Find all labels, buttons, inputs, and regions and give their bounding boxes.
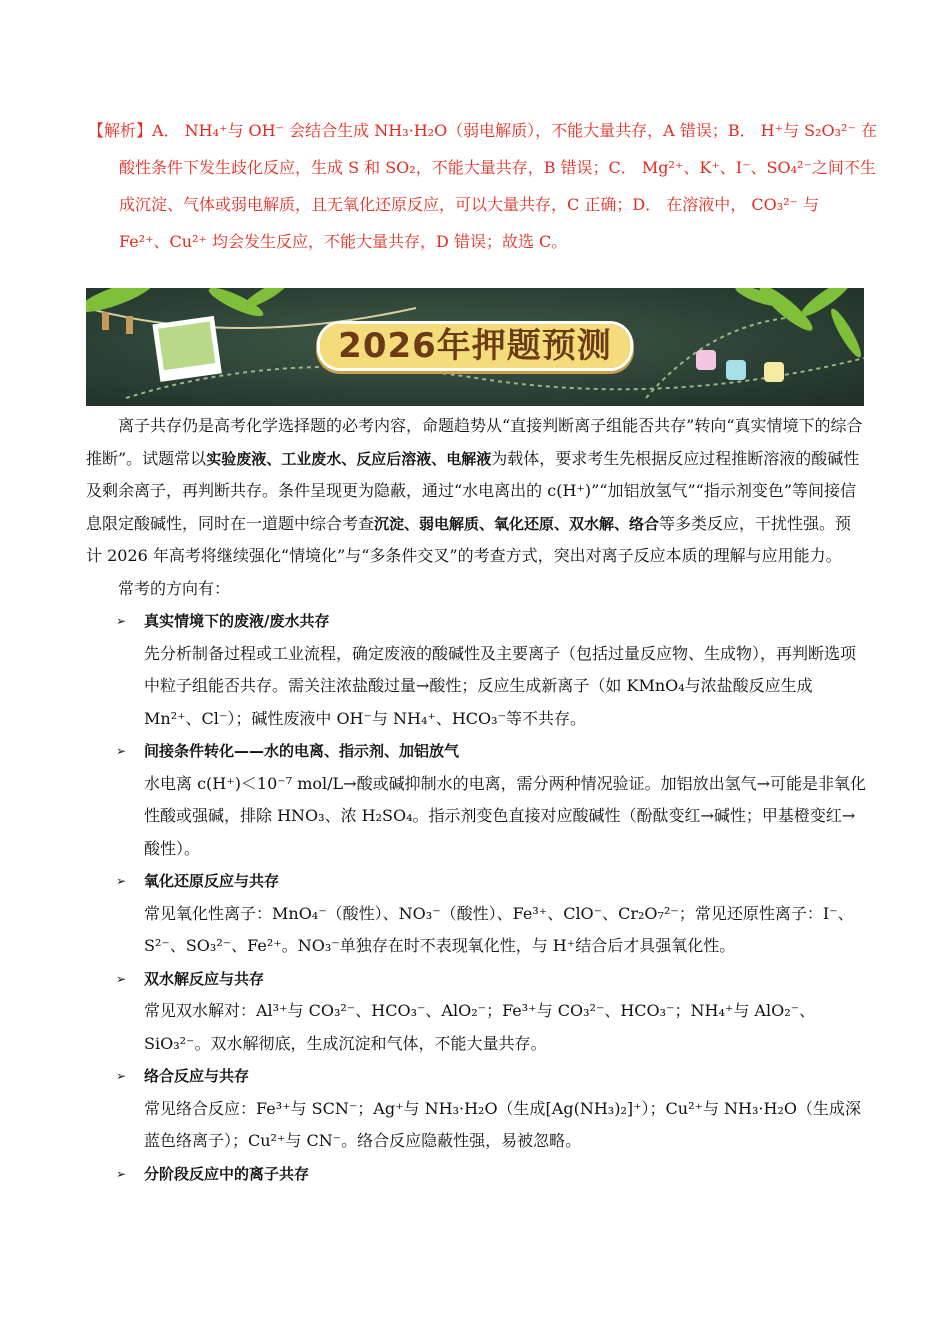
section-6 <box>86 1158 866 1191</box>
banner-title: 2026年押题预测 <box>86 318 864 367</box>
section-heading: ➢ 双水解反应与共存 <box>86 963 866 996</box>
section-1 <box>86 605 866 735</box>
analysis-line-3: 成沉淀、气体或弱电解质，且无氧化还原反应，可以大量共存，C 正确；D． 在溶液中， CO₃²⁻ 与 <box>119 195 820 214</box>
section-body: 先分析制备过程或工业流程，确定废液的酸碱性及主要离子（包括过量反应物、生成物），再判断选项中粒子组能否共存。需关注浓盐酸过量→酸性；反应生成新离子（如 KMnO₄与浓盐酸反应生成 Mn²⁺、Cl⁻）；碱性废液中 OH⁻与 NH₄⁺、HCO₃⁻等不共存。 <box>144 643 857 728</box>
section-heading: ➢ 真实情境下的废液/废水共存 <box>86 605 866 638</box>
analysis-block <box>88 112 878 260</box>
analysis-label: 【解析】 <box>88 121 153 140</box>
section-3 <box>86 865 866 963</box>
section-body: 水电离 c(H⁺)＜10⁻⁷ mol/L→酸或碱抑制水的电离，需分两种情况验证。加铝放出氢气→可能是非氧化性酸或强碱，排除 HNO₃、浓 H₂SO₄。指示剂变色直接对应酸碱性（酚酞变红→碱性；甲基橙变红→酸性）。 <box>144 773 866 858</box>
arrow-bullet-icon: ➢ <box>116 971 127 986</box>
analysis-line-4: Fe²⁺、Cu²⁺ 均会发生反应，不能大量共存，D 错误；故选 C。 <box>119 232 568 251</box>
section-heading: ➢ 氧化还原反应与共存 <box>86 865 866 898</box>
arrow-bullet-icon: ➢ <box>116 614 127 628</box>
analysis-line-2: 酸性条件下发生歧化反应，生成 S 和 SO₂，不能大量共存，B 错误；C． Mg²⁺、K⁺、I⁻、SO₄²⁻之间不生 <box>119 158 876 177</box>
section-body: 常见氧化性离子：MnO₄⁻（酸性）、NO₃⁻（酸性）、Fe³⁺、ClO⁻、Cr₂O₇²⁻；常见还原性离子：I⁻、S²⁻、SO₃²⁻、Fe²⁺。NO₃⁻单独存在时不表现氧化性，与 H⁺结合后才具强氧化性。 <box>144 903 854 955</box>
directions-label: 常考的方向有： <box>118 578 231 598</box>
section-heading: ➢ 络合反应与共存 <box>86 1060 866 1093</box>
section-body: 常见络合反应：Fe³⁺与 SCN⁻；Ag⁺与 NH₃·H₂O（生成[Ag(NH₃)₂]⁺）；Cu²⁺与 NH₃·H₂O（生成深蓝色络离子）；Cu²⁺与 CN⁻。络合反应隐蔽性强，易被忽略。 <box>144 1098 861 1150</box>
prediction-banner <box>86 288 864 406</box>
analysis-line-1: 【解析】A． NH₄⁺与 OH⁻ 会结合生成 NH₃·H₂O（弱电解质），不能大量共存，A 错误；B． H⁺与 S₂O₃²⁻ 在 <box>88 121 878 140</box>
section-heading: ➢ 间接条件转化——水的电离、指示剂、加铝放气 <box>86 735 866 768</box>
section-body: 常见双水解对：Al³⁺与 CO₃²⁻、HCO₃⁻、AlO₂⁻；Fe³⁺与 CO₃²⁻、HCO₃⁻；NH₄⁺与 AlO₂⁻、SiO₃²⁻。双水解彻底，生成沉淀和气体，不能大量共存。 <box>144 1001 816 1053</box>
section-4 <box>86 963 866 1061</box>
section-heading: ➢ 分阶段反应中的离子共存 <box>86 1158 866 1191</box>
arrow-bullet-icon: ➢ <box>116 874 127 888</box>
section-2 <box>86 735 866 865</box>
arrow-bullet-icon: ➢ <box>116 744 127 758</box>
arrow-bullet-icon: ➢ <box>116 1069 127 1083</box>
body-text <box>86 410 866 1190</box>
section-5 <box>86 1060 866 1158</box>
intro-paragraph: 离子共存仍是高考化学选择题的必考内容，命题趋势从“直接判断离子组能否共存”转向“真实情境下的综合推断”。试题常以实验废液、工业废水、反应后溶液、电解液为载体，要求考生先根据反应过程推断溶液的酸碱性及剩余离子，再判断共存。条件呈现更为隐蔽，通过“水电离出的 c(H⁺)”“加铝放氢气”“指示剂变色”等间接信息限定酸碱性，同时在一道题中综合考查沉淀、弱电解质、氧化还原、双水解、络合等多类反应，干扰性强。预计 2026 年高考将继续强化“情境化”与“多条件交叉”的考查方式，突出对离子反应本质的理解与应用能力。 <box>86 416 863 565</box>
arrow-bullet-icon: ➢ <box>116 1166 127 1181</box>
